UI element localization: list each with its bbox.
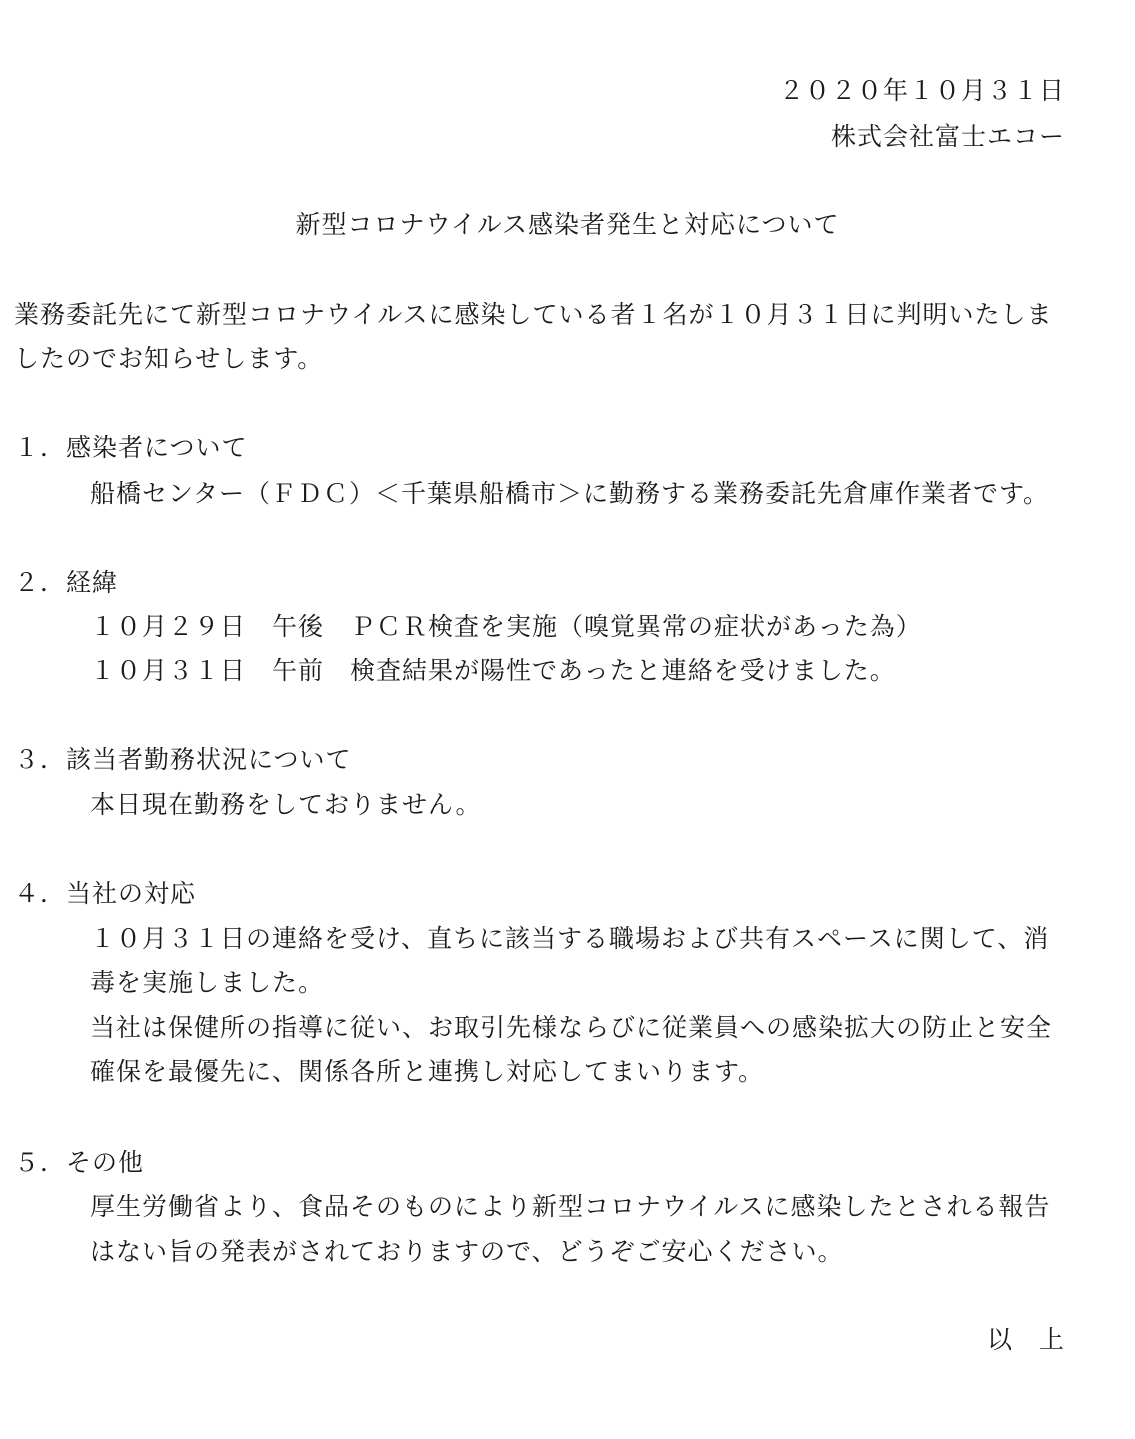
section-heading-3: ３．該当者勤務状況について (14, 745, 352, 774)
section-heading-1: １．感染者について (14, 433, 248, 462)
section-4-line-3: 当社は保健所の指導に従い、お取引先様ならびに従業員への感染拡大の防止と安全 (90, 1013, 1053, 1042)
section-heading-5: ５．その他 (14, 1148, 145, 1177)
section-heading-2: ２．経緯 (14, 568, 119, 597)
intro-line-2: したのでお知らせします。 (14, 344, 324, 373)
section-heading-4: ４．当社の対応 (14, 879, 197, 908)
section-1-line-1: 船橋センター（ＦＤＣ）＜千葉県船橋市＞に勤務する業務委託先倉庫作業者です。 (90, 479, 1050, 508)
document-date: ２０２０年１０月３１日 (778, 76, 1065, 105)
section-2-line-1: １０月２９日 午後 ＰＣＲ検査を実施（嗅覚異常の症状があった為） (90, 612, 922, 641)
section-4-line-1: １０月３１日の連絡を受け、直ちに該当する職場および共有スペースに関して、消 (90, 924, 1050, 953)
section-5-line-2: はない旨の発表がされておりますので、どうぞご安心ください。 (90, 1237, 844, 1266)
closing-mark: 以 上 (986, 1325, 1065, 1354)
section-3-line-1: 本日現在勤務をしておりません。 (90, 790, 482, 819)
company-name: 株式会社富士エコー (830, 122, 1065, 151)
section-4-line-2: 毒を実施しました。 (90, 968, 325, 997)
intro-line-1: 業務委託先にて新型コロナウイルスに感染している者１名が１０月３１日に判明いたしま (14, 300, 1053, 329)
section-4-line-4: 確保を最優先に、関係各所と連携し対応してまいります。 (90, 1057, 765, 1086)
section-2-line-2: １０月３１日 午前 検査結果が陽性であったと連絡を受けました。 (90, 656, 896, 685)
section-5-line-1: 厚生労働省より、食品そのものにより新型コロナウイルスに感染したとされる報告 (90, 1192, 1051, 1221)
document-title: 新型コロナウイルス感染者発生と対応について (295, 210, 840, 239)
